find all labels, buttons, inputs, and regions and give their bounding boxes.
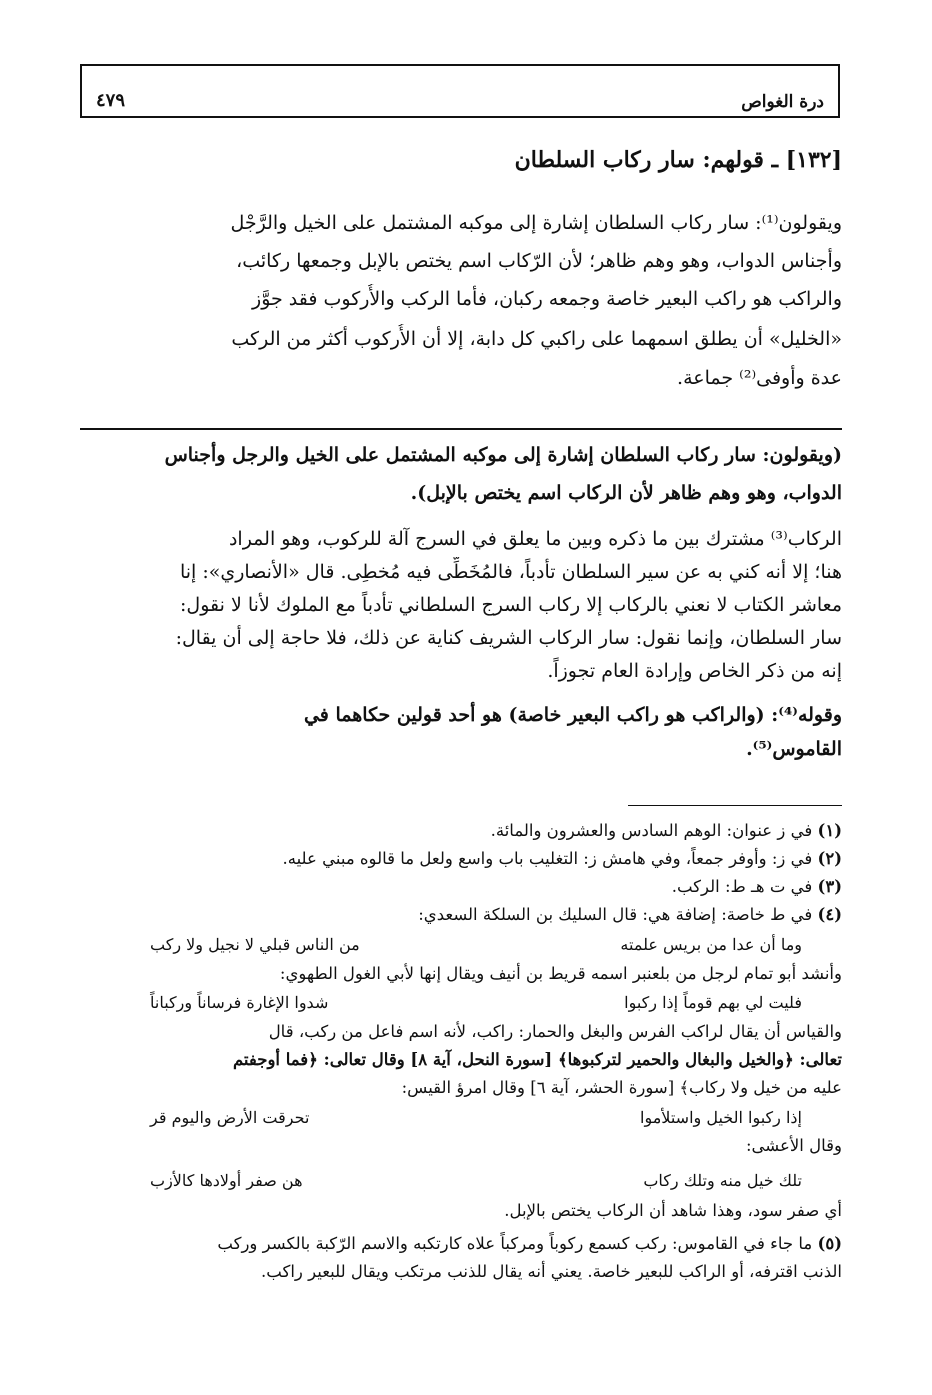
running-title: درة الغواص [741,92,824,112]
verse-hemistich: فليت لي بهم قوماً إذا ركبوا [624,993,802,1012]
footnote-line: وقال الأعشى: [746,1136,842,1155]
main-text-line: «الخليل» أن يطلق اسمهما على راكبي كل دابة، إلا أن الأُركوب أكثر من الركب [231,328,842,350]
footnote-3 [80,874,842,899]
commentary-line: معاشر الكتاب لا نعني بالركاب إلا ركاب السرج السلطاني تأدباً مع الملوك لأنا لا نقول: [180,594,842,616]
footnote-4 [80,902,842,927]
footnote-number: (٣) [817,877,842,896]
verse-line [150,1105,802,1130]
footnote-line: وأنشد أبو تمام لرجل من بلعنبر اسمه قريط بن أنيف ويقال إنها لأبي الغول الطهوي: [279,964,842,983]
footnote-line: والقياس أن يقال لراكب الفرس والبغل والحمار: راكب، لأنه اسم فاعل من ركب، قال [268,1022,842,1041]
footnote-divider [628,805,842,806]
commentary-quote-line: (ويقولون: سار ركاب السلطان إشارة إلى موكبه المشتمل على الخيل والرجل وأجناس [164,444,842,466]
footnote-number: (٤) [817,905,842,924]
commentary-quote-line: الدواب، وهو وهم ظاهر لأن الركاب اسم يختص بالإبل). [410,482,842,504]
footnote-1 [80,818,842,843]
footnote-number: (١) [817,821,842,840]
commentary-line: سار السلطان، وإنما نقول: سار الركاب الشريف كناية عن ذلك، فلا حاجة إلى أن يقال: [175,627,842,649]
verse-hemistich: تحرقت الأرض واليوم قر [150,1108,310,1127]
page-number: ٤٧٩ [96,90,126,111]
footnote-text: في ت هـ ط: الركب. [671,877,813,896]
main-text-line: عدة وأوفى⁽²⁾ جماعة. [677,367,842,389]
footnote-number: (٢) [817,849,842,868]
footnote-text: في ز عنوان: الوهم السادس والعشرون والمائة. [490,821,813,840]
footnote-line: تعالى: ﴿والخيل والبغال والحمير لتركبوها﴾ [سورة النحل، آية ٨] وقال تعالى: ﴿فما أوجفتم [232,1050,842,1069]
main-text-line: والراكب هو راكب البعير خاصة وجمعه ركبان، فأما الركب والأُركوب فقد جوَّز [252,288,842,310]
verse-hemistich: شدوا الإغارة فرساناً وركباناً [150,993,329,1012]
footnote-text: في ز: وأوفر جمعاً، وفي هامش ز: التغليب باب واسع ولعل ما قالوه مبني عليه. [282,849,813,868]
commentary-line: هنا؛ إلا أنه كني به عن سير السلطان تأدباً، فالمُخَطِّى فيه مُخطِى. قال «الأنصاري»: إنا [179,561,842,583]
verse-hemistich: إذا ركبوا الخيل واستلأموا [640,1108,802,1127]
verse-line [150,990,802,1015]
verse-hemistich: هن صفر أولادها كالأزب [150,1171,303,1190]
commentary-line: القاموس⁽⁵⁾. [746,738,842,760]
footnote-text: في ط خاصة: إضافة هي: قال السليك بن السلكة السعدي: [418,905,813,924]
main-text-line: وأجناس الدواب، وهو وهم ظاهر؛ لأن الرّكاب اسم يختص بالإبل وجمعها ركائب، [236,250,842,272]
footnote-line: الذنب اقترفه، أو الراكب للبعير خاصة. يعني أنه يقال للذنب مرتكب ويقال للبعير راكب. [261,1262,842,1281]
footnote-text: ما جاء في القاموس: ركب كسمع ركوباً ومركباً علاه كارتكبه والاسم الرّكبة بالكسر وركب [217,1234,813,1253]
commentary-line: إنه من ذكر الخاص وإرادة العام تجوزاً. [547,660,842,682]
verse-hemistich: وما أن عدا من بريس علمته [620,935,802,954]
commentary-line: وقوله⁽⁴⁾: (والراكب هو راكب البعير خاصة) هو أحد قولين حكاهما في [303,704,842,726]
footnote-2 [80,846,842,871]
section-divider [80,428,842,430]
entry-heading: [١٣٢] ـ قولهم: سار ركاب السلطان [514,147,842,173]
verse-line [150,1168,802,1193]
verse-line [150,932,802,957]
main-text-line: ويقولون⁽¹⁾: سار ركاب السلطان إشارة إلى موكبه المشتمل على الخيل والرَّجْل [230,212,842,234]
footnote-line: أي صفر سود، وهذا شاهد أن الركاب يختص بالإبل. [504,1201,842,1220]
footnote-number: (٥) [817,1234,842,1253]
footnote-line: عليه من خيل ولا ركاب﴾ [سورة الحشر، آية ٦] وقال امرؤ القيس: [401,1078,842,1097]
commentary-line: الركاب⁽³⁾ مشترك بين ما ذكره وبين ما يعلق في السرج آلة للركوب، وهو المراد [228,528,842,550]
main-text [80,208,842,408]
footnote-5 [80,1231,842,1256]
verse-hemistich: تلك خيل منه وتلك ركاب [643,1171,802,1190]
verse-hemistich: من الناس قبلي لا نجيل ولا ركب [150,935,360,954]
page-header [80,64,840,118]
